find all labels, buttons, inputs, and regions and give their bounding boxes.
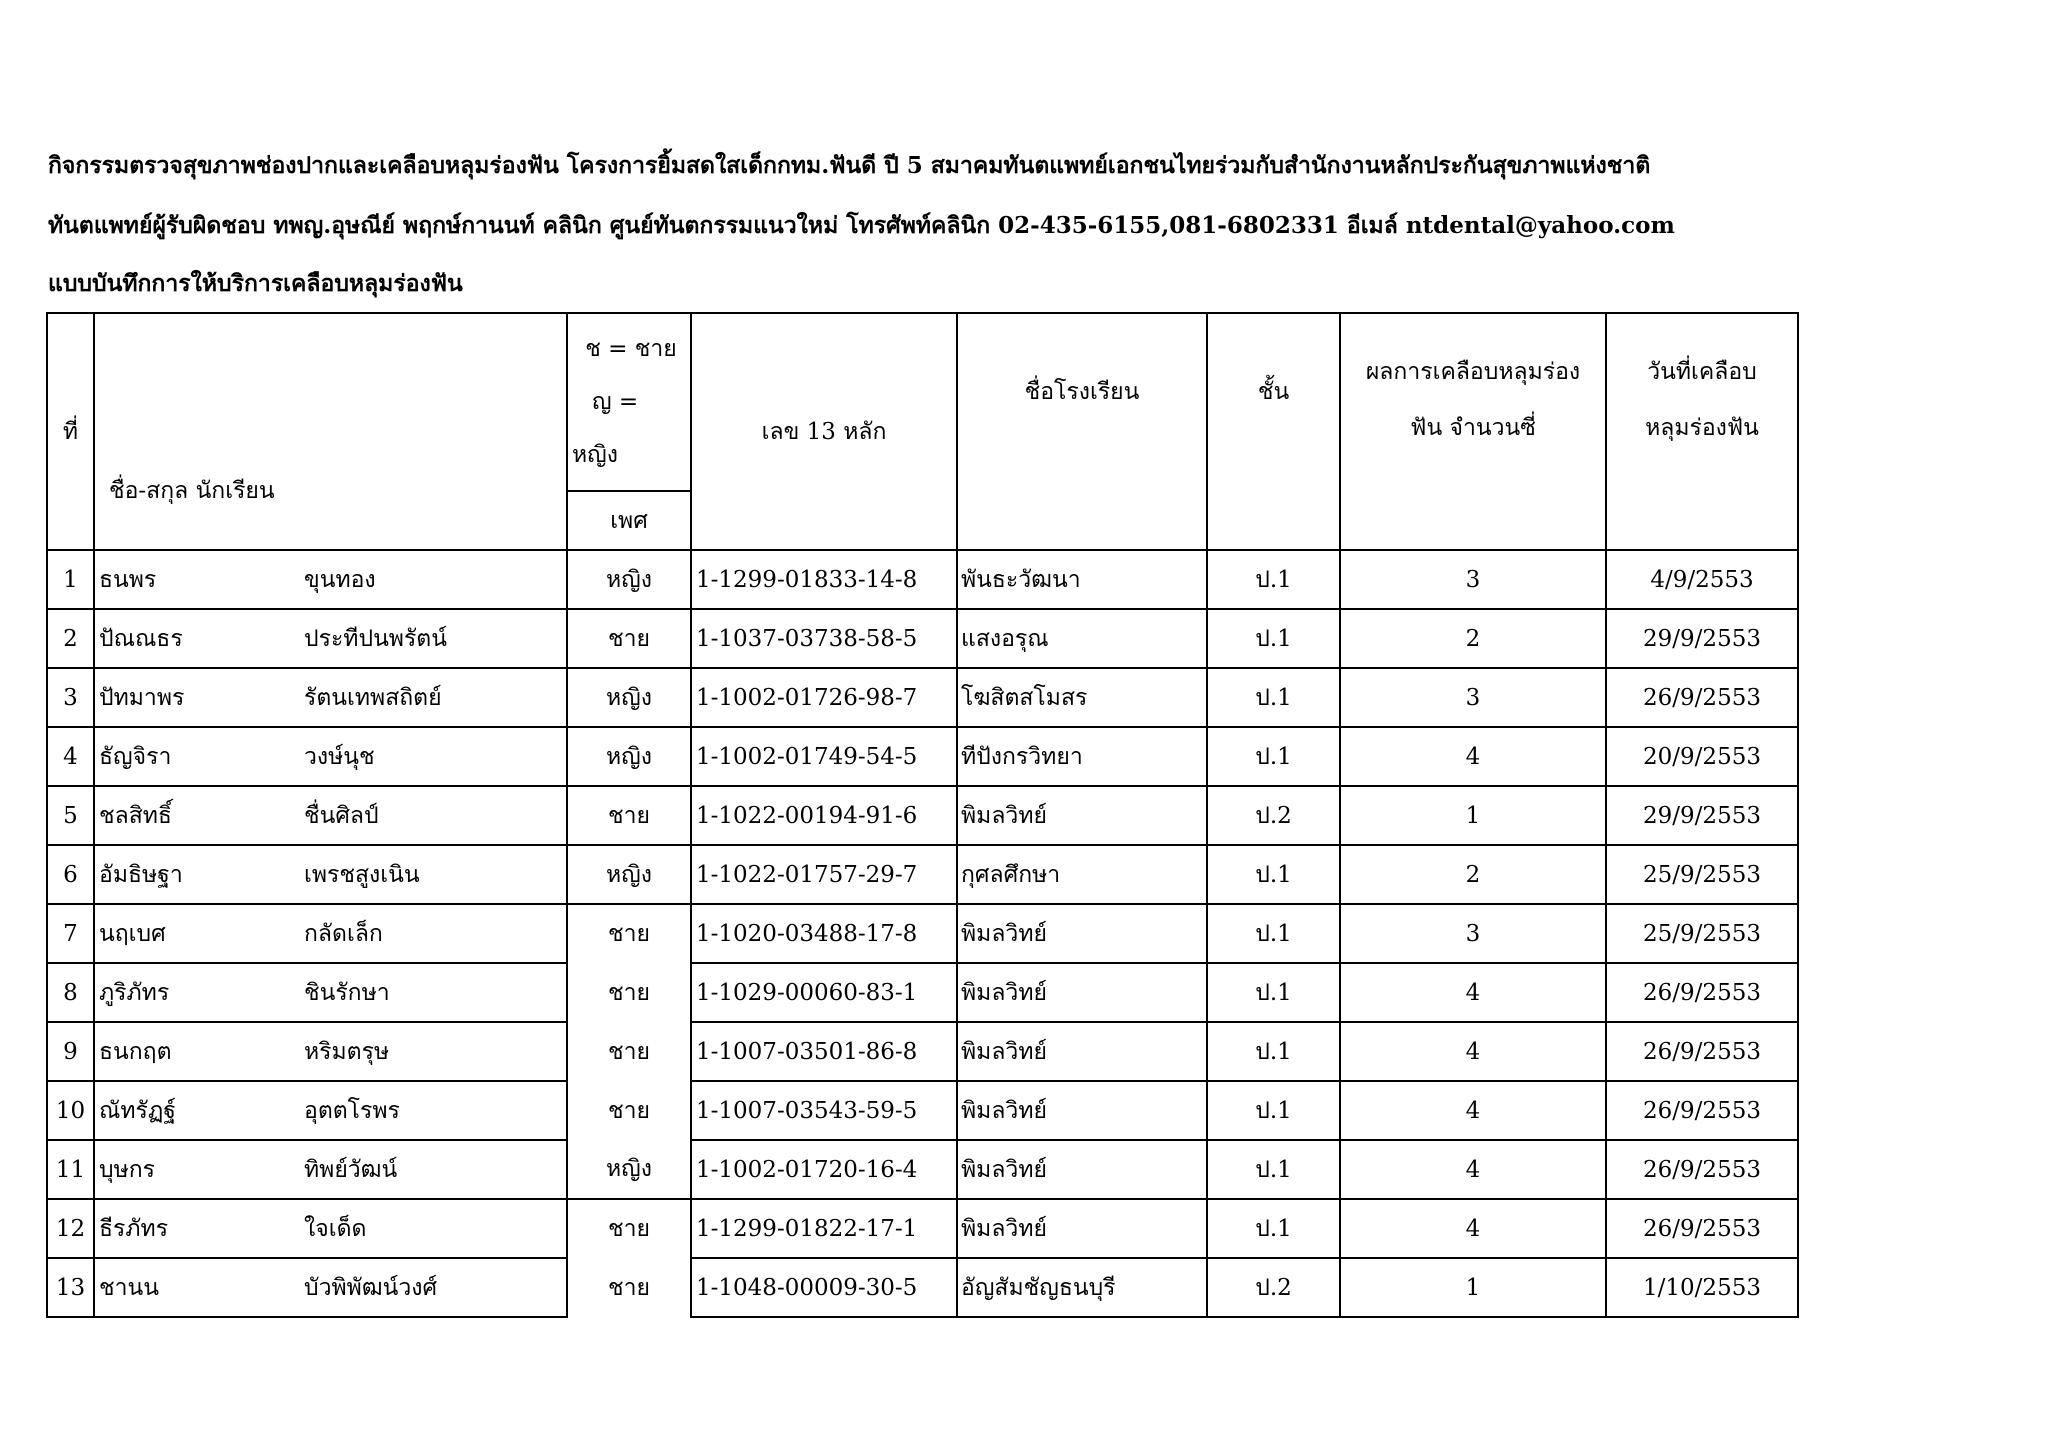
student-id-number: 1-1299-01822-17-1 (691, 1199, 957, 1258)
table-row (47, 609, 1798, 668)
student-name (94, 845, 567, 904)
sealant-tooth-count: 1 (1340, 786, 1606, 845)
sealant-date: 20/9/2553 (1606, 727, 1798, 786)
student-last-name: เพรชสูงเนิน (304, 861, 420, 888)
sealant-tooth-count: 2 (1340, 609, 1606, 668)
row-number: 5 (47, 786, 94, 845)
sealant-tooth-count: 4 (1340, 727, 1606, 786)
table-row (47, 1081, 1798, 1140)
grade-level: ป.2 (1207, 786, 1340, 845)
col-header-school: ชื่อโรงเรียน (957, 313, 1207, 550)
student-first-name: นฤเบศ (99, 920, 166, 947)
student-sex: ชาย (567, 609, 691, 668)
col-header-sealant-count-line1: ผลการเคลือบหลุมร่อง (1365, 359, 1581, 385)
sealant-tooth-count: 4 (1340, 1199, 1606, 1258)
grade-level: ป.1 (1207, 727, 1340, 786)
table-body (47, 550, 1798, 1317)
school-name: พิมลวิทย์ (957, 963, 1207, 1022)
student-last-name: วงษ์นุช (304, 743, 375, 770)
student-first-name: ปัณณธร (99, 625, 183, 652)
form-title: แบบบันทึกการให้บริการเคลือบหลุมร่องฟัน (48, 270, 463, 297)
student-first-name: ธนกฤต (99, 1038, 172, 1065)
student-name (94, 1022, 567, 1081)
student-sex: ชาย (567, 1199, 691, 1258)
student-id-number: 1-1022-00194-91-6 (691, 786, 957, 845)
student-name (94, 550, 567, 609)
school-name: พิมลวิทย์ (957, 1199, 1207, 1258)
student-first-name: ธัญจิรา (99, 743, 172, 770)
sealant-date: 25/9/2553 (1606, 845, 1798, 904)
table-row (47, 904, 1798, 963)
sealant-date: 4/9/2553 (1606, 550, 1798, 609)
student-sex: หญิง (567, 845, 691, 904)
student-id-number: 1-1029-00060-83-1 (691, 963, 957, 1022)
row-number: 9 (47, 1022, 94, 1081)
grade-level: ป.1 (1207, 1022, 1340, 1081)
student-first-name: ปัทมาพร (99, 684, 185, 711)
row-number: 3 (47, 668, 94, 727)
col-header-sex: เพศ (567, 491, 691, 550)
school-name: โฆสิตสโมสร (957, 668, 1207, 727)
grade-level: ป.1 (1207, 1199, 1340, 1258)
student-name (94, 1081, 567, 1140)
sealant-tooth-count: 4 (1340, 1140, 1606, 1199)
row-number: 4 (47, 727, 94, 786)
student-id-number: 1-1007-03501-86-8 (691, 1022, 957, 1081)
table-row (47, 1199, 1798, 1258)
sealant-tooth-count: 3 (1340, 550, 1606, 609)
student-first-name: ชานน (99, 1274, 159, 1301)
row-number: 6 (47, 845, 94, 904)
table-row (47, 1258, 1798, 1317)
student-last-name: ประทีปนพรัตน์ (304, 625, 447, 652)
school-name: พิมลวิทย์ (957, 1081, 1207, 1140)
row-number: 11 (47, 1140, 94, 1199)
school-name: พิมลวิทย์ (957, 1022, 1207, 1081)
student-sex: ชาย (567, 1022, 691, 1081)
table-row (47, 668, 1798, 727)
col-header-sex-legend (567, 313, 691, 491)
student-id-number: 1-1002-01749-54-5 (691, 727, 957, 786)
student-first-name: ธีรภัทร (99, 1215, 169, 1242)
table-row (47, 963, 1798, 1022)
student-name (94, 668, 567, 727)
student-name (94, 609, 567, 668)
sealant-date: 26/9/2553 (1606, 1081, 1798, 1140)
dentist-contact-line: ทันตแพทย์ผู้รับผิดชอบ ทพญ.อุษณีย์ พฤกษ์กานนท์ คลินิก ศูนย์ทันตกรรมแนวใหม่ โทรศัพท์คลินิก 02-435-6155,081-6802331 อีเมล์ ntdental@yahoo.com (48, 212, 1675, 239)
student-name (94, 786, 567, 845)
sex-legend-female-code: ญ = (592, 388, 639, 415)
student-id-number: 1-1037-03738-58-5 (691, 609, 957, 668)
grade-level: ป.1 (1207, 550, 1340, 609)
grade-level: ป.1 (1207, 668, 1340, 727)
col-header-name: ชื่อ-สกุล นักเรียน (94, 313, 567, 550)
student-name (94, 963, 567, 1022)
col-header-id: เลข 13 หลัก (691, 313, 957, 550)
grade-level: ป.2 (1207, 1258, 1340, 1317)
document-title: กิจกรรมตรวจสุขภาพช่องปากและเคลือบหลุมร่องฟัน โครงการยิ้มสดใสเด็กกทม.ฟันดี ปี 5 สมาคมทันตแพทย์เอกชนไทยร่วมกับสำนักงานหลักประกันสุขภาพแห่งชาติ (48, 152, 1651, 179)
student-name (94, 1258, 567, 1317)
sealant-date: 26/9/2553 (1606, 1199, 1798, 1258)
table-row (47, 786, 1798, 845)
school-name: ทีปังกรวิทยา (957, 727, 1207, 786)
school-name: พิมลวิทย์ (957, 786, 1207, 845)
student-first-name: อัมธิษฐา (99, 861, 183, 888)
school-name: แสงอรุณ (957, 609, 1207, 668)
student-id-number: 1-1048-00009-30-5 (691, 1258, 957, 1317)
table-row (47, 1022, 1798, 1081)
grade-level: ป.1 (1207, 1140, 1340, 1199)
sealant-date: 29/9/2553 (1606, 609, 1798, 668)
sealant-tooth-count: 3 (1340, 904, 1606, 963)
sealant-tooth-count: 4 (1340, 963, 1606, 1022)
student-last-name: ใจเด็ด (304, 1215, 367, 1242)
col-header-sealant-count (1340, 313, 1606, 550)
sealant-date: 26/9/2553 (1606, 668, 1798, 727)
sealant-tooth-count: 4 (1340, 1081, 1606, 1140)
row-number: 13 (47, 1258, 94, 1317)
student-sex: ชาย (567, 1081, 691, 1140)
student-name (94, 727, 567, 786)
sealant-tooth-count: 3 (1340, 668, 1606, 727)
student-last-name: รัตนเทพสถิตย์ (304, 684, 442, 711)
student-id-number: 1-1299-01833-14-8 (691, 550, 957, 609)
row-number: 2 (47, 609, 94, 668)
student-last-name: อุตตโรพร (304, 1097, 400, 1124)
student-last-name: บัวพิพัฒน์วงศ์ (304, 1274, 438, 1301)
student-sex: ชาย (567, 786, 691, 845)
student-sex: ชาย (567, 1258, 691, 1317)
row-number: 10 (47, 1081, 94, 1140)
row-number: 12 (47, 1199, 94, 1258)
sealant-date: 26/9/2553 (1606, 1140, 1798, 1199)
grade-level: ป.1 (1207, 963, 1340, 1022)
col-header-sealant-date-line2: หลุมร่องฟัน (1645, 415, 1759, 441)
school-name: พิมลวิทย์ (957, 904, 1207, 963)
student-last-name: กลัดเล็ก (304, 920, 383, 947)
student-id-number: 1-1020-03488-17-8 (691, 904, 957, 963)
sealant-tooth-count: 2 (1340, 845, 1606, 904)
student-name (94, 904, 567, 963)
student-sex: หญิง (567, 727, 691, 786)
sex-legend-female: หญิง (572, 441, 618, 468)
col-header-sealant-date-line1: วันที่เคลือบ (1647, 359, 1757, 385)
sex-legend-male: ช = ชาย (585, 335, 677, 362)
student-last-name: ชื่นศิลป์ (304, 802, 379, 829)
student-last-name: หริมตรุษ (304, 1038, 390, 1065)
student-id-number: 1-1022-01757-29-7 (691, 845, 957, 904)
sealant-tooth-count: 4 (1340, 1022, 1606, 1081)
student-sex: หญิง (567, 668, 691, 727)
student-first-name: บุษกร (99, 1156, 156, 1183)
student-name (94, 1140, 567, 1199)
student-id-number: 1-1002-01720-16-4 (691, 1140, 957, 1199)
sealant-date: 26/9/2553 (1606, 963, 1798, 1022)
student-id-number: 1-1007-03543-59-5 (691, 1081, 957, 1140)
col-header-grade: ชั้น (1207, 313, 1340, 550)
school-name: พันธะวัฒนา (957, 550, 1207, 609)
school-name: อัญสัมชัญธนบุรี (957, 1258, 1207, 1317)
sealant-record-table (46, 312, 1799, 1318)
student-sex: หญิง (567, 1140, 691, 1199)
sealant-date: 26/9/2553 (1606, 1022, 1798, 1081)
student-first-name: ภูริภัทร (99, 979, 170, 1006)
grade-level: ป.1 (1207, 609, 1340, 668)
school-name: พิมลวิทย์ (957, 1140, 1207, 1199)
table-row (47, 1140, 1798, 1199)
student-first-name: ณัทรัฏฐ์ (99, 1097, 176, 1124)
row-number: 7 (47, 904, 94, 963)
table-row (47, 845, 1798, 904)
student-id-number: 1-1002-01726-98-7 (691, 668, 957, 727)
col-header-sealant-date (1606, 313, 1798, 550)
student-sex: ชาย (567, 963, 691, 1022)
col-header-sealant-count-line2: ฟัน จำนวนซี่ (1410, 415, 1536, 441)
row-number: 1 (47, 550, 94, 609)
student-first-name: ชลสิทธิ์ (99, 802, 172, 829)
school-name: กุศลศึกษา (957, 845, 1207, 904)
student-name (94, 1199, 567, 1258)
sealant-tooth-count: 1 (1340, 1258, 1606, 1317)
student-first-name: ธนพร (99, 566, 157, 593)
row-number: 8 (47, 963, 94, 1022)
grade-level: ป.1 (1207, 1081, 1340, 1140)
sealant-date: 1/10/2553 (1606, 1258, 1798, 1317)
student-last-name: ทิพย์วัฒน์ (304, 1156, 398, 1183)
student-last-name: ชินรักษา (304, 979, 390, 1006)
table-row (47, 550, 1798, 609)
student-sex: ชาย (567, 904, 691, 963)
col-header-no: ที่ (47, 313, 94, 550)
sealant-date: 25/9/2553 (1606, 904, 1798, 963)
student-last-name: ขุนทอง (304, 566, 376, 593)
grade-level: ป.1 (1207, 904, 1340, 963)
student-sex: หญิง (567, 550, 691, 609)
grade-level: ป.1 (1207, 845, 1340, 904)
table-row (47, 727, 1798, 786)
sealant-date: 29/9/2553 (1606, 786, 1798, 845)
